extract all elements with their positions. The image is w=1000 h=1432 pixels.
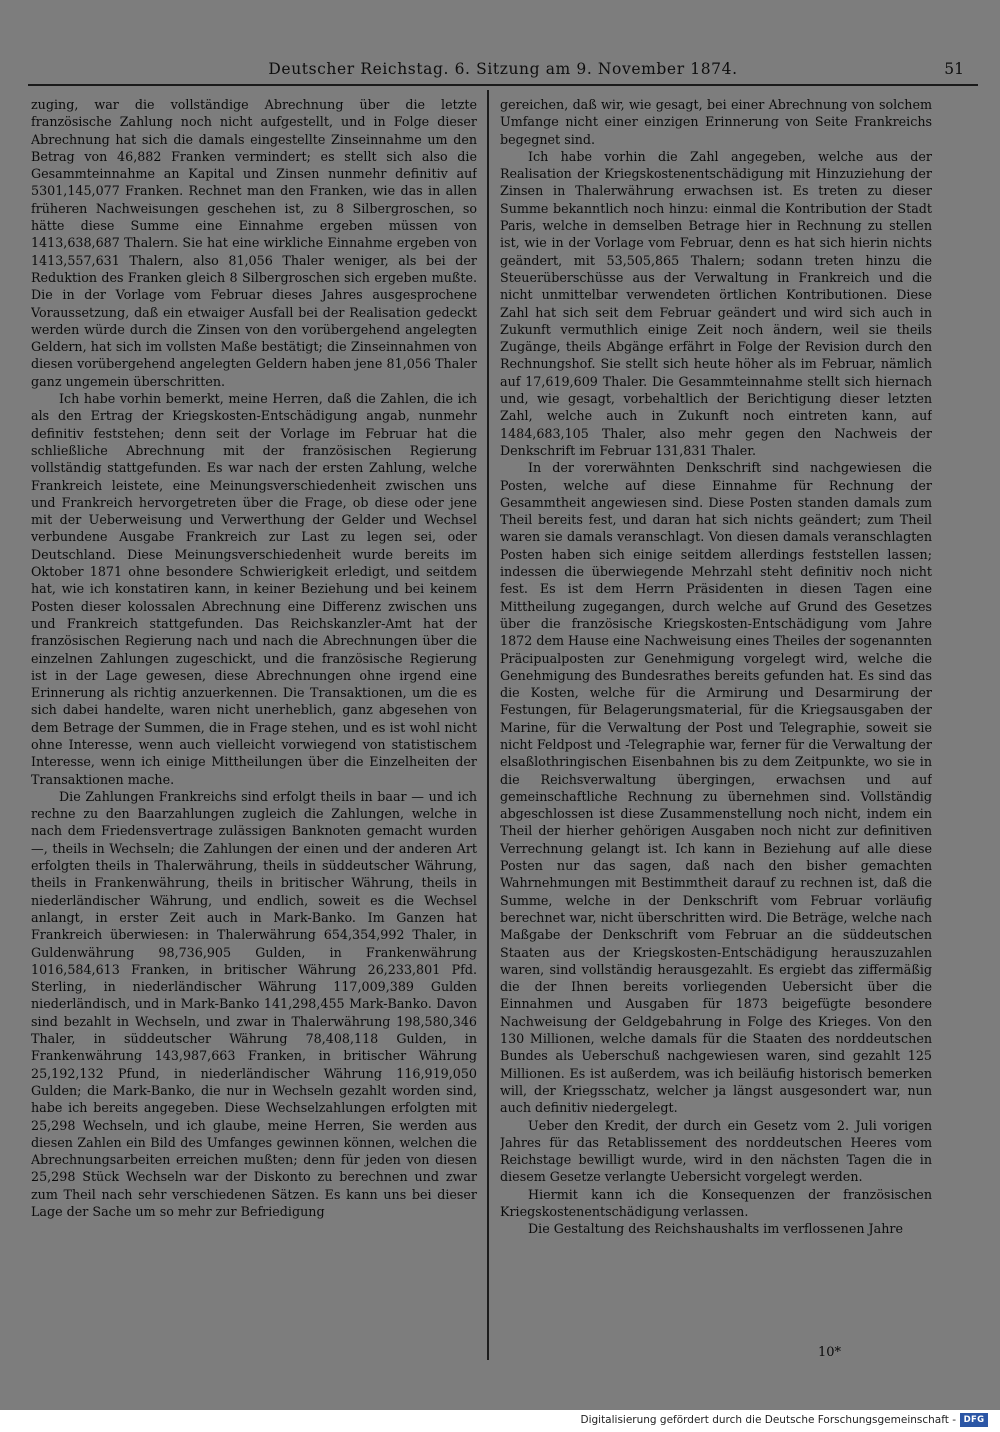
- right-paragraph-4: Ueber den Kredit, der durch ein Gesetz vom 2. Juli vorigen Jahres für das Retablissement des norddeutschen Heeres vom Reichstage bewilligt wurde, wird in den nächsten Tagen die in diesem Gesetze verlangte Uebersicht vorgelegt werden.: [500, 1117, 932, 1185]
- page-header: [28, 58, 978, 86]
- page-number: 51: [944, 60, 964, 78]
- footer-bar: [0, 1410, 1000, 1432]
- column-divider: [487, 90, 489, 1360]
- right-paragraph-2: Ich habe vorhin die Zahl angegeben, welche aus der Realisation der Kriegskostenentschädigung mit Hinzuziehung der Zinsen in Thalerwährung erwachsen ist. Es treten zu dieser Summe bekanntlich noch hinzu: einmal die Kontribution der Stadt Paris, welche in demselben Betrage hier in Rechnung zu stellen ist, wie in der Vorlage vom Februar, denn es hat sich hierin nichts geändert, mit 53,505,865 Thalern; sodann treten hinzu die Steuerüberschüsse aus der Verwaltung in Frankreich und die nicht unmittelbar verwendeten örtlichen Kontributionen. Diese Zahl hat sich seit dem Februar geändert und wird sich auch in Zukunft vermuthlich einige Zeit noch ändern, weil sie theils Zugänge, theils Abgänge erfährt in Folge der Revision durch den Rechnungshof. Sie stellt sich heute höher als im Februar, nämlich auf 17,619,609 Thaler. Die Gesammteinnahme stellt sich hiernach und, wie gesagt, vorbehaltlich der Berichtigung dieser letzten Zahl, welche auch in Zukunft noch eintreten kann, auf 1484,683,105 Thaler, also mehr gegen den Nachweis der Denkschrift im Februar 131,831 Thaler.: [500, 148, 932, 458]
- right-paragraph-1: gereichen, daß wir, wie gesagt, bei einer Abrechnung von solchem Umfange nicht einer einzigen Erinnerung von Seite Frankreichs begegnet sind.: [500, 97, 932, 147]
- right-paragraph-5: Hiermit kann ich die Konsequenzen der französischen Kriegskostenentschädigung verlassen.: [500, 1186, 932, 1219]
- right-paragraph-6: Die Gestaltung des Reichshaushalts im verflossenen Jahre: [528, 1221, 903, 1237]
- left-paragraph-2: Ich habe vorhin bemerkt, meine Herren, daß die Zahlen, die ich als den Ertrag der Kriegskosten-Entschädigung angab, nunmehr definitiv feststehen; denn seit der Vorlage im Februar hat die schließliche Abrechnung mit der französischen Regierung vollständig stattgefunden. Es war nach der ersten Zahlung, welche Frankreich leistete, eine Meinungsverschiedenheit zwischen uns und Frankreich hervorgetreten über die Frage, ob diese oder jene mit der Ueberweisung und Verwerthung der Gelder und Wechsel verbundene Ausgabe Frankreich zur Last zu legen sei, oder Deutschland. Diese Meinungsverschiedenheit wurde bereits im Oktober 1871 ohne besondere Schwierigkeit erledigt, und seitdem hat, wie ich konstatiren kann, in keiner Beziehung und bei keinem Posten dieser kolossalen Abrechnung eine Differenz zwischen uns und Frankreich stattgefunden. Das Reichskanzler-Amt hat der französischen Regierung nach und nach die Abrechnungen über die einzelnen Zahlungen zugeschickt, und die französische Regierung ist in der Lage gewesen, diese Abrechnungen ohne irgend eine Erinnerung als richtig anzuerkennen. Die Transaktionen, um die es sich dabei handelte, waren nicht unerheblich, ganz abgesehen von dem Betrage der Summen, die in Frage stehen, und es ist wohl nicht ohne Interesse, wenn auch vielleicht vorwiegend von statistischem Interesse, wenn ich einige Mittheilungen über die Einzelheiten der Transaktionen mache.: [31, 391, 477, 787]
- right-column: [500, 96, 932, 1368]
- left-column: [31, 96, 477, 1368]
- left-paragraph-1: zuging, war die vollständige Abrechnung über die letzte französische Zahlung noch nicht aufgestellt, und in Folge dieser Abrechnung hat sich die damals eingestellte Zinseinnahme um den Betrag von 46,882 Franken vermindert; es stellt sich also die Gesammteinnahme an Kapital und Zinsen nunmehr definitiv auf 5301,145,077 Franken. Rechnet man den Franken, wie das in allen früheren Nachweisungen geschehen ist, zu 8 Silbergroschen, so hätte diese Summe eine Einnahme ergeben müssen von 1413,638,687 Thalern. Sie hat eine wirkliche Einnahme ergeben von 1413,557,631 Thalern, also 81,056 Thaler weniger, als bei der Reduktion des Franken gleich 8 Silbergroschen sich ergeben mußte. Die in der Vorlage vom Februar dieses Jahres ausgesprochene Voraussetzung, daß ein etwaiger Ausfall bei der Realisation gedeckt werden würde durch die Zinsen von den vorübergehend angelegten Geldern, hat sich im vollsten Maße bestätigt; die Zinseinnahmen von diesen vorübergehend angelegten Geldern haben jene 81,056 Thaler ganz ungemein überschritten.: [31, 97, 477, 389]
- footer-credit-text: Digitalisierung gefördert durch die Deutsche Forschungsgemeinschaft -: [580, 1414, 956, 1426]
- right-paragraph-3: In der vorerwähnten Denkschrift sind nachgewiesen die Posten, welche auf diese Einnahme für Rechnung der Gesammtheit angewiesen sind. Diese Posten standen damals zum Theil bereits fest, und daran hat sich nichts geändert; zum Theil waren sie damals veranschlagt. Von diesen damals veranschlagten Posten haben sich einige seitdem allerdings feststellen lassen; indessen die überwiegende Mehrzahl steht definitiv noch nicht fest. Es ist dem Herrn Präsidenten in diesen Tagen eine Mittheilung zugegangen, durch welche auf Grund des Gesetzes über die französische Kriegskosten-Entschädigung vom Jahre 1872 dem Hause eine Nachweisung eines Theiles der sogenannten Präcipualposten zur Genehmigung vorgelegt wird, welche die Genehmigung des Bundesrathes bereits gefunden hat. Es sind das die Kosten, welche für die Armirung und Desarmirung der Festungen, für Belagerungsmaterial, für die Kriegsausgaben der Marine, für die Verwaltung der Post und Telegraphie, soweit sie nicht Feldpost und -Telegraphie war, ferner für die Verwaltung der elsaßlothringischen Eisenbahnen bis zu dem Zeitpunkte, wo sie in die Reichsverwaltung übergingen, erwachsen und auf gemeinschaftliche Rechnung zu übernehmen sind. Vollständig abgeschlossen ist diese Zusammenstellung noch nicht, indem ein Theil der hierher gehörigen Ausgaben noch nicht zur definitiven Verrechnung gelangt ist. Ich kann in Beziehung auf alle diese Posten nur das sagen, daß nach den bisher gemachten Wahrnehmungen mit Bestimmtheit darauf zu rechnen ist, daß die Summe, welche in der Denkschrift vom Februar vorläufig berechnet war, nicht überschritten wird. Die Beträge, welche nach Maßgabe der Denkschrift vom Februar an die süddeutschen Staaten aus der Kriegskosten-Entschädigung herauszuzahlen waren, sind vollständig herausgezahlt. Es ergiebt das ziffermäßig die der Ihnen bereits vorliegenden Uebersicht über die Einnahmen und Ausgaben für 1873 beigefügte besondere Nachweisung der Geldgebahrung in Folge des Krieges. Von den 130 Millionen, welche damals für die Staaten des norddeutschen Bundes als Ueberschuß nachgewiesen waren, sind gezahlt 125 Millionen. Es ist außerdem, was ich beiläufig historisch bemerken will, der Kriegsschatz, welcher ja längst ausgesondert war, nun auch definitiv niedergelegt.: [500, 460, 932, 1116]
- dfg-logo-icon: DFG: [960, 1413, 988, 1427]
- left-paragraph-3: Die Zahlungen Frankreichs sind erfolgt theils in baar — und ich rechne zu den Baarzahlungen zugleich die Zahlungen, welche in nach dem Friedensvertrage zulässigen Banknoten gemacht wurden —, theils in Wechseln; die Zahlungen der einen und der anderen Art erfolgten theils in Thalerwährung, theils in süddeutscher Währung, theils in Frankenwährung, theils in britischer Währung, theils in niederländischer Währung, und endlich, soweit es die Wechsel anlangt, in erster Zeit auch in Mark-Banko. Im Ganzen hat Frankreich überwiesen: in Thalerwährung 654,354,992 Thaler, in Guldenwährung 98,736,905 Gulden, in Frankenwährung 1016,584,613 Franken, in britischer Währung 26,233,801 Pfd. Sterling, in niederländischer Währung 117,009,389 Gulden niederländisch, und in Mark-Banko 141,298,455 Mark-Banko. Davon sind bezahlt in Wechseln, und zwar in Thalerwährung 198,580,346 Thaler, in süddeutscher Währung 78,408,118 Gulden, in Frankenwährung 143,987,663 Franken, in britischer Währung 25,192,132 Pfund, in niederländischer Währung 116,919,050 Gulden; die Mark-Banko, die nur in Wechseln gezahlt worden sind, habe ich bereits angegeben. Diese Wechselzahlungen erfolgten mit 25,298 Wechseln, und ich glaube, meine Herren, Sie werden aus diesen Zahlen ein Bild des Umfanges gewinnen können, welchen die Abrechnungsarbeiten erreichen mußten; denn für jeden von diesen 25,298 Stück Wechseln war der Diskonto zu berechnen und zwar zum Theil nach sehr verschiedenen Sätzen. Es kann uns bei dieser Lage der Sache um so mehr zur Befriedigung: [31, 788, 477, 1219]
- running-title: Deutscher Reichstag. 6. Sitzung am 9. November 1874.: [268, 60, 738, 78]
- signature-mark: 10*: [818, 1345, 842, 1360]
